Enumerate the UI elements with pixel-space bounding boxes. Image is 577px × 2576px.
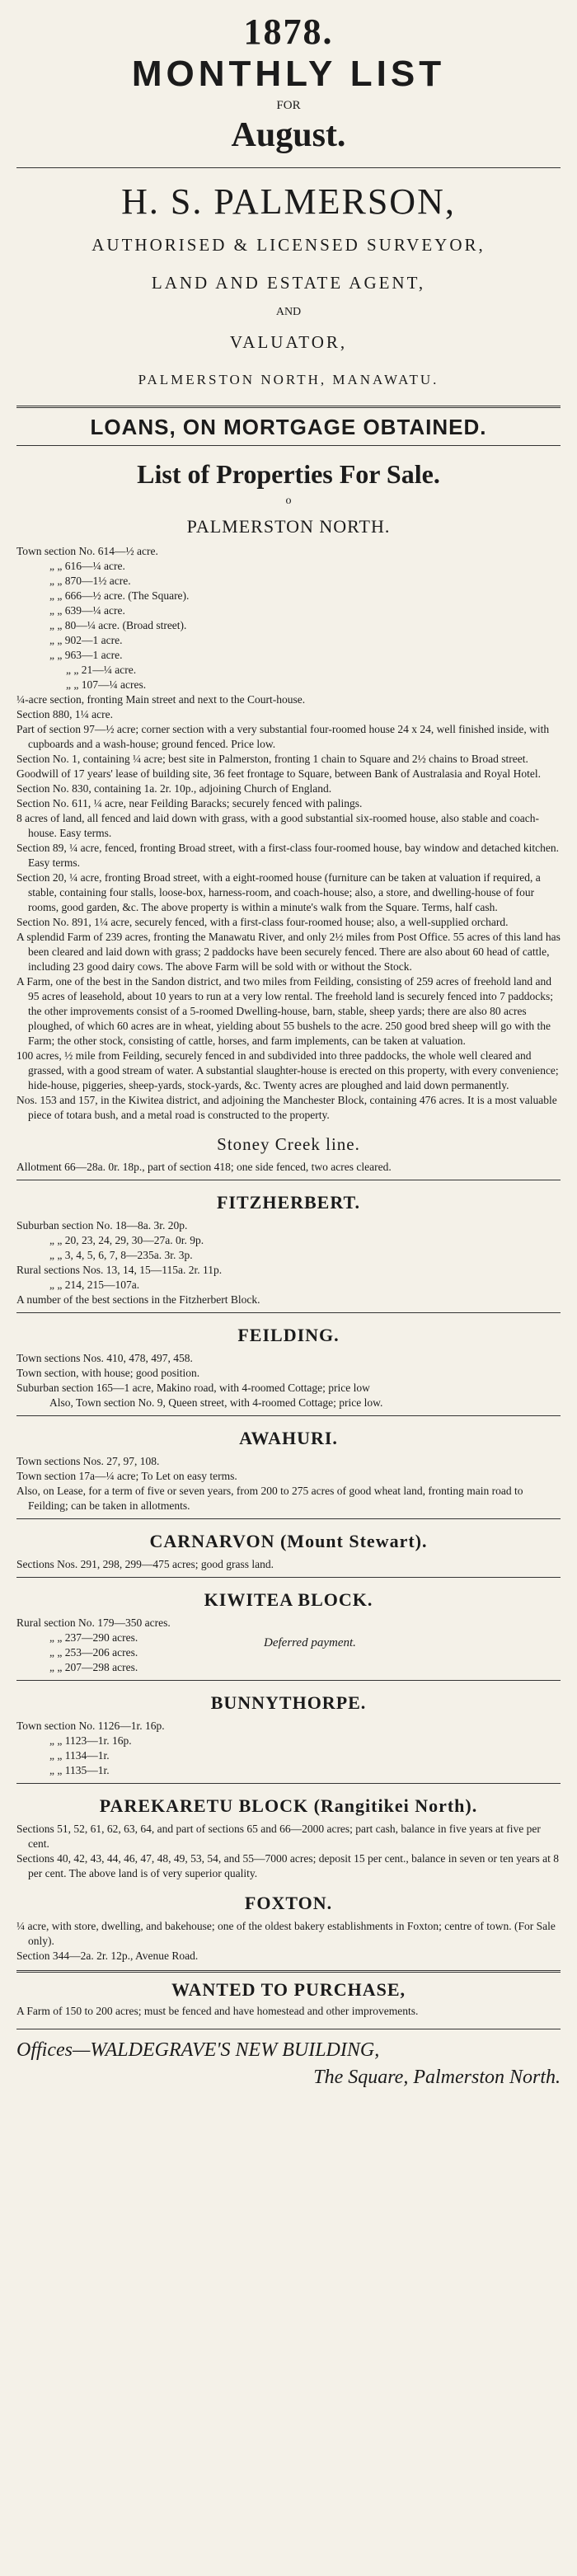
divider bbox=[16, 406, 561, 408]
list-item: Town section 17a—¼ acre; To Let on easy terms. bbox=[16, 1470, 237, 1482]
list-item: „ „ 214, 215—107a. bbox=[49, 1279, 140, 1291]
agent-block bbox=[16, 178, 561, 399]
agent-title-surveyor: AUTHORISED & LICENSED SURVEYOR, bbox=[91, 235, 486, 255]
divider bbox=[16, 1783, 561, 1784]
list-item: Sections 40, 42, 43, 44, 46, 47, 48, 49, 53, 54, and 55—7000 acres; deposit 15 per cent., balance in seven or ten years at 8 per cent. The above land is of very superior quality. bbox=[16, 1852, 559, 1879]
list-item: „ „ 3, 4, 5, 6, 7, 8—235a. 3r. 3p. bbox=[49, 1249, 193, 1261]
list-title: List of Properties For Sale. bbox=[137, 459, 440, 489]
for-label: FOR bbox=[276, 99, 301, 112]
list-item: „ „ 639—¼ acre. bbox=[49, 604, 125, 617]
wanted-entries bbox=[16, 2004, 561, 2019]
stoney-creek-entries bbox=[16, 1160, 561, 1175]
kiwitea-title: KIWITEA BLOCK. bbox=[204, 1589, 373, 1610]
list-item: „ „ 1123—1r. 16p. bbox=[49, 1734, 132, 1747]
list-item: „ „ 237—290 acres. bbox=[49, 1631, 138, 1644]
list-item: Sections 51, 52, 61, 62, 63, 64, and part of sections 65 and 66—2000 acres; part cash, balance in five years at five per cent. bbox=[16, 1823, 541, 1850]
carnarvon-title: CARNARVON (Mount Stewart). bbox=[149, 1531, 428, 1551]
list-item: A splendid Farm of 239 acres, fronting the Manawatu River, and only 2½ miles from Post Office. 55 acres of this land has been cleared and laid down with grass; 2 paddocks have been securely fenced. There are also about 60 head of cattle, including 23 good dairy cows. The above Farm will be sold with or without the Stock. bbox=[16, 931, 561, 973]
masthead bbox=[16, 12, 561, 157]
list-item: Rural sections Nos. 13, 14, 15—115a. 2r. 11p. bbox=[16, 1264, 223, 1276]
divider bbox=[16, 1518, 561, 1519]
list-item: Section No. 1, containing ¼ acre; best site in Palmerston, fronting 1 chain to Square and 2½ chains to Broad street. bbox=[16, 753, 528, 765]
month-heading: August. bbox=[231, 116, 346, 154]
awahuri-entries bbox=[16, 1454, 561, 1513]
list-item: „ „ 870—1½ acre. bbox=[49, 575, 131, 587]
divider bbox=[16, 1680, 561, 1681]
list-item: „ „ 1134—1r. bbox=[49, 1749, 110, 1762]
list-item: Goodwill of 17 years' lease of building site, 36 feet frontage to Square, between Bank of Australasia and Royal Hotel. bbox=[16, 767, 542, 780]
list-item: Rural section No. 179—350 acres. bbox=[16, 1616, 171, 1629]
divider bbox=[16, 445, 561, 446]
list-item: Section No. 891, 1¼ acre, securely fenced, with a first-class four-roomed house; also, a well-supplied orchard. bbox=[16, 916, 509, 928]
ornament: o bbox=[285, 495, 292, 507]
list-item: „ „ 1135—1r. bbox=[49, 1764, 110, 1776]
and-label: AND bbox=[275, 306, 302, 318]
list-item: „ „ 902—1 acre. bbox=[49, 634, 123, 646]
carnarvon-entries bbox=[16, 1557, 561, 1572]
list-item: „ „ 616—¼ acre. bbox=[49, 560, 125, 572]
divider bbox=[16, 1577, 561, 1578]
list-item: Town sections Nos. 410, 478, 497, 458. bbox=[16, 1352, 193, 1364]
bunnythorpe-title: BUNNYTHORPE. bbox=[210, 1692, 367, 1713]
agent-address: PALMERSTON NORTH, MANAWATU. bbox=[138, 372, 439, 387]
list-item: Town section No. 614—½ acre. bbox=[16, 545, 158, 557]
document-page bbox=[16, 0, 561, 2089]
list-item: Town section, with house; good position. bbox=[16, 1367, 200, 1379]
list-item: Section No. 611, ¼ acre, near Feilding Baracks; securely fenced with palings. bbox=[16, 797, 363, 809]
list-item: Part of section 97—½ acre; corner section with a very substantial four-roomed house 24 x 24, well finished inside, with cupboards and a wash-house; ground fenced. Price low. bbox=[16, 723, 550, 750]
list-item: Town section No. 1126—1r. 16p. bbox=[16, 1720, 165, 1732]
list-item: Section No. 830, containing 1a. 2r. 10p., adjoining Church of England. bbox=[16, 782, 332, 795]
document-title: MONTHLY LIST bbox=[131, 54, 446, 94]
list-item: „ „ 80—¼ acre. (Broad street). bbox=[49, 619, 187, 631]
feilding-entries bbox=[16, 1351, 561, 1410]
kiwitea-entries bbox=[16, 1616, 561, 1675]
list-item: Also, Town section No. 9, Queen street, with 4-roomed Cottage; price low. bbox=[49, 1396, 383, 1409]
stoney-creek-title: Stoney Creek line. bbox=[217, 1134, 360, 1154]
list-item: „ „ 107—¼ acres. bbox=[66, 678, 147, 691]
offices-line: Offices—WALDEGRAVE'S NEW BUILDING, bbox=[16, 2039, 380, 2061]
agent-name: H. S. PALMERSON, bbox=[121, 181, 456, 222]
list-item: „ „ 666—½ acre. (The Square). bbox=[49, 589, 190, 602]
list-item: Section 344—2a. 2r. 12p., Avenue Road. bbox=[16, 1950, 199, 1962]
divider bbox=[16, 167, 561, 168]
list-item: Section 89, ¼ acre, fenced, fronting Broad street, with a first-class four-roomed house, bay window and detached kitchen. Easy terms. bbox=[16, 842, 560, 869]
list-item: „ „ 21—¼ acre. bbox=[66, 664, 137, 676]
agent-title-valuator: VALUATOR, bbox=[229, 332, 348, 352]
wanted-text: A Farm of 150 to 200 acres; must be fenced and have homestead and other improvements. bbox=[16, 2005, 419, 2017]
list-item: „ „ 253—206 acres. bbox=[49, 1646, 138, 1659]
palmerston-title: PALMERSTON NORTH. bbox=[186, 516, 391, 537]
divider bbox=[16, 1415, 561, 1416]
loans-heading: LOANS, ON MORTGAGE OBTAINED. bbox=[90, 415, 487, 439]
list-item: A Farm, one of the best in the Sandon district, and two miles from Feilding, consisting of 259 acres of freehold land and 95 acres of leasehold, about 10 years to run at a very low rental. The freehold land is securely fenced into 7 paddocks; the other improvements consist of a 5-roomed Dwelling-house, barn, stable, sheep yards; there are also 80 acres ploughed, of which 60 acres are in wheat, yielding about 55 bushels to the acre. 250 good bred sheep will go with the Farm; the other stock, consisting of cattle, horses, and farm implements, can be taken at valuation. bbox=[16, 975, 554, 1047]
wanted-title: WANTED TO PURCHASE, bbox=[171, 1979, 406, 2000]
list-item: ¼ acre, with store, dwelling, and bakehouse; one of the oldest bakery establishments in Foxton; centre of town. (For Sale only). bbox=[16, 1920, 556, 1947]
agent-title-land-agent: LAND AND ESTATE AGENT, bbox=[151, 273, 426, 293]
awahuri-title: AWAHURI. bbox=[239, 1428, 338, 1448]
divider bbox=[16, 1970, 561, 1973]
list-item: Town sections Nos. 27, 97, 108. bbox=[16, 1455, 160, 1467]
feilding-title: FEILDING. bbox=[237, 1325, 340, 1345]
offices-address: The Square, Palmerston North. bbox=[313, 2067, 561, 2088]
list-item: Also, on Lease, for a term of five or seven years, from 200 to 275 acres of good wheat land, fronting main road to Feilding; can be taken in allotments. bbox=[16, 1485, 523, 1512]
parekaretu-title: PAREKARETU BLOCK (Rangitikei North). bbox=[99, 1795, 478, 1816]
deferred-payment-note: Deferred payment. bbox=[264, 1636, 356, 1649]
fitzherbert-entries bbox=[16, 1218, 561, 1307]
list-item: Nos. 153 and 157, in the Kiwitea district, and adjoining the Manchester Block, containing 476 acres. It is a most valuable piece of totara bush, and a metal road is constructed to the property. bbox=[16, 1094, 557, 1121]
list-item: Suburban section 165—1 acre, Makino road, with 4-roomed Cottage; price low bbox=[16, 1382, 370, 1394]
divider bbox=[16, 1312, 561, 1313]
list-item: Section 880, 1¼ acre. bbox=[16, 708, 113, 720]
list-item: Section 20, ¼ acre, fronting Broad street, with a eight-roomed house (furniture can be taken at valuation if required, a stable, containing four stalls, loose-box, harness-room, and coach-house; also, a store, and dwelling-house of four rooms, good garden, &c. The above property is within a minute's walk from the Square. Terms, half cash. bbox=[16, 871, 541, 913]
list-item: Allotment 66—28a. 0r. 18p., part of section 418; one side fenced, two acres cleared. bbox=[16, 1161, 392, 1173]
list-item: Sections Nos. 291, 298, 299—475 acres; good grass land. bbox=[16, 1558, 274, 1570]
year-heading: 1878. bbox=[243, 12, 334, 52]
list-item: „ „ 963—1 acre. bbox=[49, 649, 123, 661]
foxton-entries bbox=[16, 1919, 561, 1964]
list-item: A number of the best sections in the Fitzherbert Block. bbox=[16, 1293, 260, 1306]
bunnythorpe-entries bbox=[16, 1719, 561, 1778]
list-item: „ „ 207—298 acres. bbox=[49, 1661, 138, 1673]
palmerston-entries bbox=[16, 544, 561, 1123]
list-item: „ „ 20, 23, 24, 29, 30—27a. 0r. 9p. bbox=[49, 1234, 204, 1246]
list-item: 100 acres, ½ mile from Feilding, securely fenced in and subdivided into three paddocks, the whole well cleared and grassed, with a good stream of water. A substantial slaughter-house is erected on this property, with every convenience; hide-house, piggeries, sheep-yards, stock-yards, &c. Twenty acres are ploughed and laid down permanently. bbox=[16, 1049, 559, 1091]
parekaretu-entries bbox=[16, 1822, 561, 1881]
foxton-title: FOXTON. bbox=[244, 1893, 333, 1913]
list-item: 8 acres of land, all fenced and laid down with grass, with a good substantial six-roomed house, also stable and coach-house. Easy terms. bbox=[16, 812, 539, 839]
fitzherbert-title: FITZHERBERT. bbox=[216, 1192, 361, 1213]
list-item: Suburban section No. 18—8a. 3r. 20p. bbox=[16, 1219, 188, 1232]
list-item: ¼-acre section, fronting Main street and next to the Court-house. bbox=[16, 693, 306, 706]
